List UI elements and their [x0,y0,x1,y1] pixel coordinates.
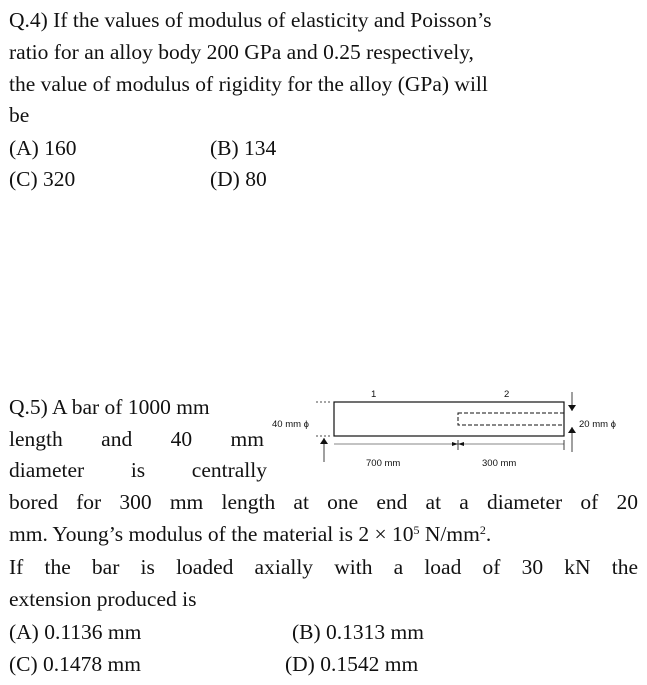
length-left-label: 700 mm [366,458,401,469]
q4-option-d[interactable]: (D) 80 [210,167,267,191]
q5-option-d[interactable]: (D) 0.1542 mm [285,652,419,676]
q5-line-6: If the bar is loaded axially with a load of 30 kN the [9,555,638,579]
q4-line-3: the value of modulus of rigidity for the alloy (GPa) will [9,72,488,96]
dia-right-arrow-bottom [568,427,576,433]
q5-line-5 [9,520,491,548]
q5-unit-prefix: N/mm [419,522,480,546]
bar-outline [334,402,564,436]
length-right-label: 300 mm [482,458,517,469]
q5-intro-line-2: length and 40 mm [9,427,264,451]
q4-option-a[interactable]: (A) 160 [9,136,77,160]
length-arrow-2 [458,442,464,446]
q5-intro-line-1: Q.5) A bar of 1000 mm [9,395,210,419]
section-2-label: 2 [504,389,510,400]
q5-exp-5: 5 [413,523,420,537]
q4-line-4: be [9,103,30,127]
dia-left-label: 40 mm ϕ [272,419,309,430]
q5-period: . [485,522,492,546]
q4-line-2: ratio for an alloy body 200 GPa and 0.25 respectively, [9,40,474,64]
q5-line-7: extension produced is [9,587,197,611]
q4-option-b[interactable]: (B) 134 [210,136,277,160]
q5-option-a[interactable]: (A) 0.1136 mm [9,620,142,644]
q5-line-5-text: mm. Young’s modulus of the material is 2 × 10 [9,522,414,546]
q4-line-1: Q.4) If the values of modulus of elasticity and Poisson’s [9,8,492,32]
dia-right-label: 20 mm ϕ [579,419,616,430]
bar-diagram [268,382,640,472]
q5-intro-line-3: diameter is centrally [9,458,267,482]
dia-left-arrow [320,438,328,444]
q5-line-4: bored for 300 mm length at one end at a diameter of 20 [9,490,638,514]
q5-option-c[interactable]: (C) 0.1478 mm [9,652,141,676]
length-arrow-1 [452,442,458,446]
q5-exp-2: 2 [479,523,486,537]
q5-option-b[interactable]: (B) 0.1313 mm [292,620,424,644]
bore-outline [458,413,564,425]
q4-option-c[interactable]: (C) 320 [9,167,76,191]
section-1-label: 1 [371,389,377,400]
dia-right-arrow-top [568,405,576,411]
